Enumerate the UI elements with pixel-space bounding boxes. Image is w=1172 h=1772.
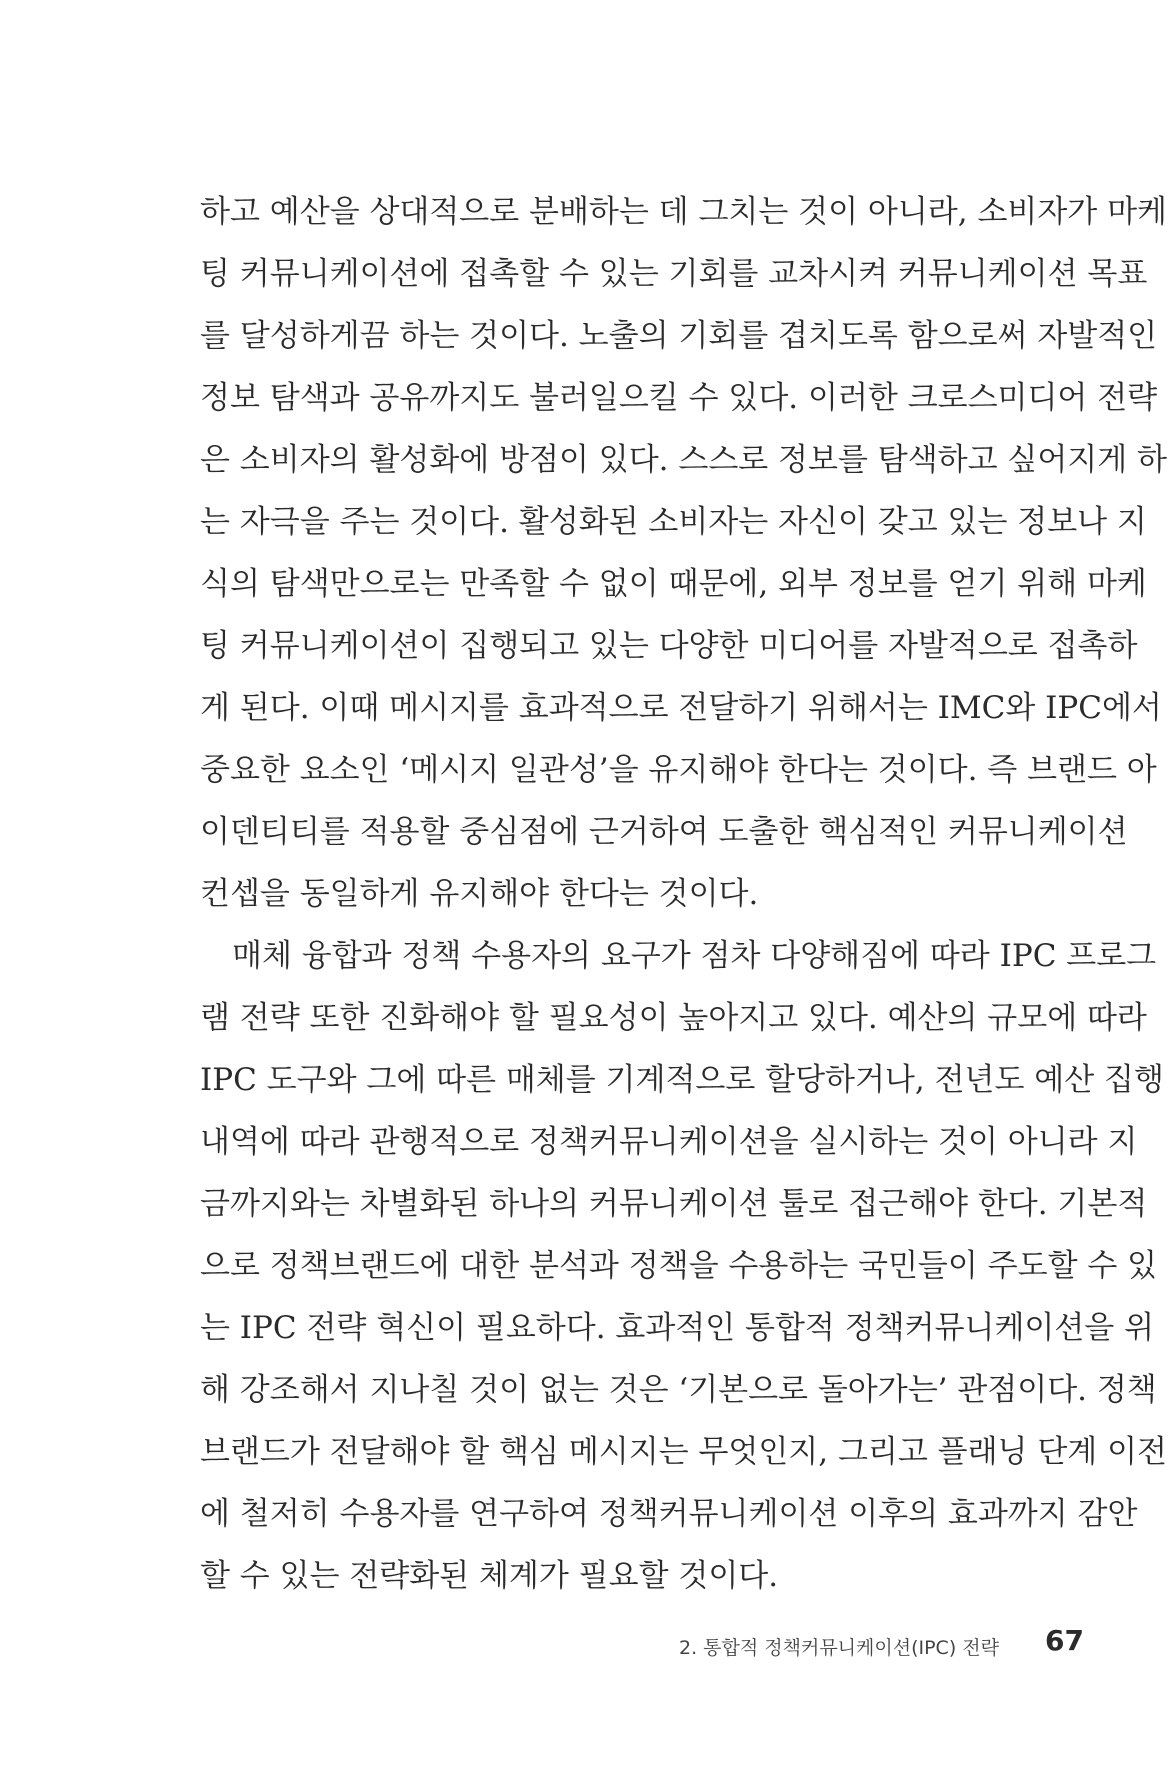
paragraph-line: 금까지와는 차별화된 하나의 커뮤니케이션 툴로 접근해야 한다. 기본적 — [200, 1186, 1148, 1222]
page-number: 67 — [1045, 1624, 1084, 1657]
paragraph-line: 식의 탐색만으로는 만족할 수 없이 때문에, 외부 정보를 얻기 위해 마케 — [200, 566, 1147, 602]
paragraph-line: 브랜드가 전달해야 할 핵심 메시지는 무엇인지, 그리고 플래닝 단계 이전 — [200, 1434, 1167, 1470]
paragraph-line: 팅 커뮤니케이션이 집행되고 있는 다양한 미디어를 자발적으로 접촉하 — [200, 628, 1138, 664]
paragraph-line: 중요한 요소인 ‘메시지 일관성’을 유지해야 한다는 것이다. 즉 브랜드 아 — [200, 752, 1157, 788]
paragraph-line: 이덴티티를 적용할 중심점에 근거하여 도출한 핵심적인 커뮤니케이션 — [200, 814, 1128, 850]
paragraph-line: 하고 예산을 상대적으로 분배하는 데 그치는 것이 아니라, 소비자가 마케 — [200, 194, 1167, 230]
running-footer-chapter-title: 2. 통합적 정책커뮤니케이션(IPC) 전략 — [678, 1637, 999, 1659]
paragraph-line: 해 강조해서 지나칠 것이 없는 것은 ‘기본으로 돌아가는’ 관점이다. 정책 — [200, 1372, 1157, 1408]
paragraph-line: 에 철저히 수용자를 연구하여 정책커뮤니케이션 이후의 효과까지 감안 — [200, 1496, 1138, 1532]
paragraph-line: 으로 정책브랜드에 대한 분석과 정책을 수용하는 국민들이 주도할 수 있 — [200, 1248, 1158, 1284]
paragraph-line: 램 전략 또한 진화해야 할 필요성이 높아지고 있다. 예산의 규모에 따라 — [200, 1000, 1147, 1036]
paragraph-line: 은 소비자의 활성화에 방점이 있다. 스스로 정보를 탐색하고 싶어지게 하 — [200, 442, 1167, 478]
paragraph-line: IPC 도구와 그에 따른 매체를 기계적으로 할당하거나, 전년도 예산 집행 — [200, 1062, 1164, 1098]
paragraph-line: 정보 탐색과 공유까지도 불러일으킬 수 있다. 이러한 크로스미디어 전략 — [200, 380, 1158, 416]
paragraph-line: 를 달성하게끔 하는 것이다. 노출의 기회를 겹치도록 함으로써 자발적인 — [200, 318, 1158, 354]
paragraph-line: 는 자극을 주는 것이다. 활성화된 소비자는 자신이 갖고 있는 정보나 지 — [200, 504, 1147, 540]
paragraph-line: 매체 융합과 정책 수용자의 요구가 점차 다양해짐에 따라 IPC 프로그 — [232, 938, 1157, 974]
paragraph-line: 는 IPC 전략 혁신이 필요하다. 효과적인 통합적 정책커뮤니케이션을 위 — [200, 1310, 1155, 1346]
paragraph-line: 할 수 있는 전략화된 체계가 필요할 것이다. — [200, 1558, 779, 1594]
paragraph-line: 내역에 따라 관행적으로 정책커뮤니케이션을 실시하는 것이 아니라 지 — [200, 1124, 1138, 1160]
paragraph-line: 컨셉을 동일하게 유지해야 한다는 것이다. — [200, 876, 759, 912]
paragraph-line: 게 된다. 이때 메시지를 효과적으로 전달하기 위해서는 IMC와 IPC에서 — [200, 690, 1162, 726]
paragraph-line: 팅 커뮤니케이션에 접촉할 수 있는 기회를 교차시켜 커뮤니케이션 목표 — [200, 256, 1148, 292]
